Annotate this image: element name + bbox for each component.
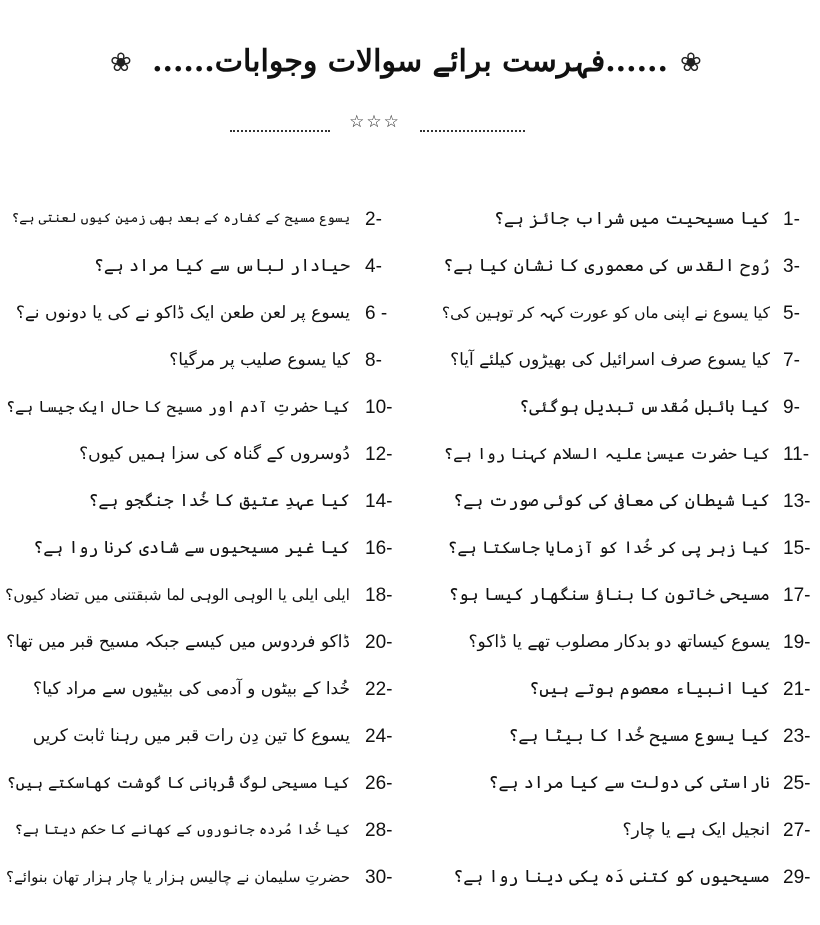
toc-entry[interactable]: [420, 858, 820, 898]
toc-question: کیا یسوع صلیب پر مرگیا؟: [169, 350, 350, 370]
toc-entry[interactable]: [420, 435, 820, 475]
toc-entry[interactable]: [420, 388, 820, 428]
toc-entry[interactable]: [420, 482, 820, 522]
toc-number: 20-: [365, 632, 393, 653]
toc-entry[interactable]: [0, 529, 430, 569]
toc-entry[interactable]: [0, 200, 430, 240]
toc-entry[interactable]: [420, 670, 820, 710]
toc-number: 17-: [783, 585, 811, 606]
toc-question: یسوع پر لعن طعن ایک ڈاکو نے کی یا دونوں نے؟: [15, 303, 350, 323]
flourish-ornament-right-icon: ❀: [680, 48, 702, 78]
toc-row: [0, 482, 820, 529]
toc-number: 11-: [783, 444, 810, 465]
toc-number: 3-: [783, 256, 800, 277]
toc-question: مسیحیوں کو کتنی دَہ یکی دینا روا ہے؟: [453, 867, 770, 887]
toc-number: 14-: [365, 491, 393, 512]
toc-number: 26-: [365, 773, 393, 794]
toc-entry[interactable]: [0, 670, 430, 710]
toc-question: کیا حضرت عیسیٰ علیہ السلام کہنا روا ہے؟: [443, 444, 770, 463]
toc-number: 5-: [783, 303, 800, 324]
toc-question: یسوع مسیح کے کفارہ کے بعد بھی زمین کیوں لعنتی ہے؟: [11, 211, 350, 226]
toc-row: [0, 200, 820, 247]
toc-question: رُوح القدس کی معموری کا نشان کیا ہے؟: [443, 256, 770, 276]
toc-entry[interactable]: [420, 294, 820, 334]
title-leader-right: ......: [152, 44, 215, 79]
toc-question: کیا غیر مسیحیوں سے شادی کرنا روا ہے؟: [33, 538, 350, 558]
toc-entry[interactable]: [420, 247, 820, 287]
toc-question: کیا شیطان کی معافی کی کوئی صورت ہے؟: [453, 491, 770, 511]
toc-entry[interactable]: [0, 764, 430, 804]
toc-entry[interactable]: [0, 623, 430, 663]
toc-question: یسوع کیساتھ دو بدکار مصلوب تھے یا ڈاکو؟: [468, 632, 770, 652]
toc-row: [0, 623, 820, 670]
toc-number: 8-: [365, 350, 382, 371]
toc-number: 24-: [365, 726, 393, 747]
toc-entry[interactable]: [0, 717, 430, 757]
toc-number: 30-: [365, 867, 393, 888]
toc-question: کیا زہر پی کر خُدا کو آزمایا جاسکتا ہے؟: [447, 538, 770, 557]
toc-number: 28-: [365, 820, 393, 841]
toc-number: 9-: [783, 397, 800, 418]
decorative-divider: [0, 112, 820, 142]
page-title: [150, 40, 670, 84]
toc-row: [0, 435, 820, 482]
toc-question: ایلی ایلی یا الوہی الوہی لما شبقتنی میں تضاد کیوں؟: [5, 586, 350, 604]
toc-question: ناراستی کی دولت سے کیا مراد ہے؟: [488, 773, 770, 793]
toc-number: 29-: [783, 867, 811, 888]
toc-number: 16-: [365, 538, 393, 559]
toc-question: حضرتِ سلیمان نے چالیس ہزار یا چار ہزار تھان بنوائے؟: [6, 868, 350, 886]
toc-number: 7-: [783, 350, 800, 371]
toc-row: [0, 529, 820, 576]
toc-entry[interactable]: [0, 858, 430, 898]
toc-entry[interactable]: [0, 435, 430, 475]
toc-entry[interactable]: [0, 388, 430, 428]
toc-number: 1-: [783, 209, 800, 230]
toc-row: [0, 576, 820, 623]
toc-entry[interactable]: [0, 294, 430, 334]
toc-row: [0, 811, 820, 858]
toc-entry[interactable]: [0, 811, 430, 851]
toc-entry[interactable]: [0, 247, 430, 287]
toc-question: یسوع کا تین دِن رات قبر میں رہنا ثابت کریں: [32, 726, 350, 746]
toc-entry[interactable]: [420, 717, 820, 757]
toc-question: کیا بائبل مُقدس تبدیل ہوگئی؟: [519, 397, 770, 417]
toc-row: [0, 294, 820, 341]
toc-question: کیا مسیحی لوگ قُربانی کا گوشت کھاسکتے ہیں؟: [6, 774, 350, 792]
toc-row: [0, 388, 820, 435]
toc-row: [0, 717, 820, 764]
dotted-rule-right: [420, 118, 525, 132]
toc-question: دُوسروں کے گناہ کی سزا ہمیں کیوں؟: [79, 444, 350, 464]
dotted-rule-left: [230, 118, 330, 132]
toc-entry[interactable]: [420, 623, 820, 663]
toc-question: کیا خُدا مُردہ جانوروں کے کھانے کا حکم دیتا ہے؟: [14, 822, 350, 838]
toc-number: 6 -: [365, 303, 388, 324]
toc-number: 23-: [783, 726, 811, 747]
flourish-ornament-left-icon: ❀: [110, 48, 132, 78]
toc-number: 19-: [783, 632, 811, 653]
toc-number: 4-: [365, 256, 382, 277]
toc-row: [0, 341, 820, 388]
table-of-contents: [0, 200, 820, 905]
toc-question: کیا حضرتِ آدم اور مسیح کا حال ایک جیسا ہے؟: [5, 398, 350, 416]
toc-question: کیا یسوع نے اپنی ماں کو عورت کہہ کر توہین کی؟: [441, 304, 770, 322]
toc-question: انجیل ایک ہے یا چار؟: [622, 820, 770, 840]
toc-entry[interactable]: [420, 576, 820, 616]
toc-question: کیا عہدِ عتیق کا خُدا جنگجو ہے؟: [88, 491, 350, 511]
toc-number: 15-: [783, 538, 811, 559]
toc-question: کیا انبیاء معصوم ہوتے ہیں؟: [529, 679, 770, 699]
toc-row: [0, 670, 820, 717]
toc-row: [0, 247, 820, 294]
toc-entry[interactable]: [0, 341, 430, 381]
toc-question: کیا یسوع مسیح خُدا کا بیٹا ہے؟: [508, 726, 770, 746]
toc-number: 25-: [783, 773, 811, 794]
toc-entry[interactable]: [0, 482, 430, 522]
title-leader-left: ......: [605, 44, 668, 79]
toc-number: 2-: [365, 209, 382, 230]
toc-number: 21-: [783, 679, 811, 700]
toc-entry[interactable]: [0, 576, 430, 616]
toc-entry[interactable]: [420, 764, 820, 804]
toc-number: 10-: [365, 397, 393, 418]
toc-question: مسیحی خاتون کا بناؤ سنگھار کیسا ہو؟: [448, 585, 770, 605]
toc-entry[interactable]: [420, 529, 820, 569]
toc-row: [0, 858, 820, 905]
toc-question: ڈاکو فردوس میں کیسے جبکہ مسیح قبر میں تھا؟: [6, 632, 350, 652]
toc-question: کیا یسوع صرف اسرائیل کی بھیڑوں کیلئے آیا؟: [450, 350, 770, 370]
toc-number: 18-: [365, 585, 393, 606]
toc-question: خُدا کے بیٹوں و آدمی کی بیٹیوں سے مراد کیا؟: [33, 679, 350, 699]
toc-number: 12-: [365, 444, 393, 465]
toc-entry[interactable]: [420, 341, 820, 381]
toc-number: 13-: [783, 491, 811, 512]
toc-number: 27-: [783, 820, 811, 841]
toc-row: [0, 764, 820, 811]
page-header: [0, 38, 820, 108]
toc-question: حیادار لباس سے کیا مراد ہے؟: [93, 256, 350, 276]
toc-entry[interactable]: [420, 811, 820, 851]
toc-entry[interactable]: [420, 200, 820, 240]
title-text: فہرست برائے سوالات وجوابات: [214, 44, 606, 79]
toc-number: 22-: [365, 679, 393, 700]
toc-question: کیا مسیحیت میں شراب جائز ہے؟: [493, 209, 770, 229]
three-stars-icon: ☆☆☆: [349, 112, 401, 132]
